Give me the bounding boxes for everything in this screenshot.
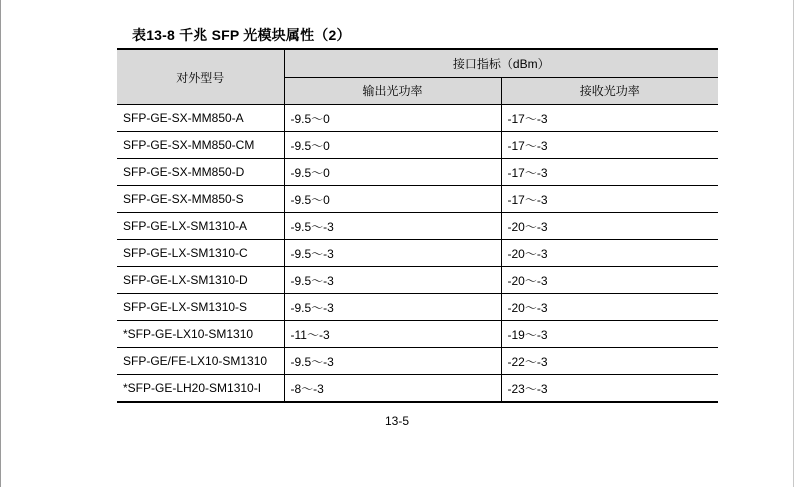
rx-power-cell: -22～-3 (501, 348, 718, 375)
table-row (117, 240, 718, 267)
table-row (117, 213, 718, 240)
table-header (117, 49, 718, 105)
rx-power-cell: -23～-3 (501, 375, 718, 403)
table-row (117, 132, 718, 159)
tx-power-column-header: 输出光功率 (284, 77, 501, 105)
table-row (117, 105, 718, 132)
model-column-header: 对外型号 (117, 49, 284, 105)
table-row (117, 159, 718, 186)
interface-spec-group-header: 接口指标（dBm） (284, 49, 718, 77)
rx-power-cell: -17～-3 (501, 186, 718, 213)
tx-power-cell: -9.5～-3 (284, 294, 501, 321)
rx-power-cell: -19～-3 (501, 321, 718, 348)
tx-power-cell: -9.5～-3 (284, 348, 501, 375)
table-row (117, 375, 718, 403)
rx-power-cell: -20～-3 (501, 240, 718, 267)
table-row (117, 348, 718, 375)
table-row (117, 294, 718, 321)
tx-power-cell: -9.5～0 (284, 186, 501, 213)
sfp-attributes-table (117, 48, 718, 403)
model-cell: SFP-GE-SX-MM850-S (117, 186, 284, 213)
model-cell: *SFP-GE-LH20-SM1310-I (117, 375, 284, 403)
rx-power-cell: -17～-3 (501, 105, 718, 132)
table-row (117, 321, 718, 348)
table-caption: 表13-8 千兆 SFP 光模块属性（2） (132, 27, 351, 43)
model-cell: SFP-GE-LX-SM1310-D (117, 267, 284, 294)
tx-power-cell: -9.5～-3 (284, 267, 501, 294)
model-cell: SFP-GE-LX-SM1310-S (117, 294, 284, 321)
page-number: 13-5 (384, 414, 410, 428)
rx-power-cell: -20～-3 (501, 267, 718, 294)
rx-power-cell: -17～-3 (501, 159, 718, 186)
tx-power-cell: -8～-3 (284, 375, 501, 403)
tx-power-cell: -9.5～-3 (284, 213, 501, 240)
table-row (117, 186, 718, 213)
model-cell: SFP-GE-SX-MM850-CM (117, 132, 284, 159)
table-body (117, 105, 718, 403)
model-cell: SFP-GE/FE-LX10-SM1310 (117, 348, 284, 375)
table-row (117, 267, 718, 294)
model-cell: SFP-GE-LX-SM1310-C (117, 240, 284, 267)
rx-power-cell: -20～-3 (501, 213, 718, 240)
tx-power-cell: -9.5～0 (284, 159, 501, 186)
tx-power-cell: -9.5～-3 (284, 240, 501, 267)
tx-power-cell: -9.5～0 (284, 105, 501, 132)
model-cell: SFP-GE-SX-MM850-A (117, 105, 284, 132)
rx-power-cell: -20～-3 (501, 294, 718, 321)
tx-power-cell: -11～-3 (284, 321, 501, 348)
tx-power-cell: -9.5～0 (284, 132, 501, 159)
model-cell: *SFP-GE-LX10-SM1310 (117, 321, 284, 348)
model-cell: SFP-GE-LX-SM1310-A (117, 213, 284, 240)
rx-power-cell: -17～-3 (501, 132, 718, 159)
model-cell: SFP-GE-SX-MM850-D (117, 159, 284, 186)
rx-power-column-header: 接收光功率 (501, 77, 718, 105)
